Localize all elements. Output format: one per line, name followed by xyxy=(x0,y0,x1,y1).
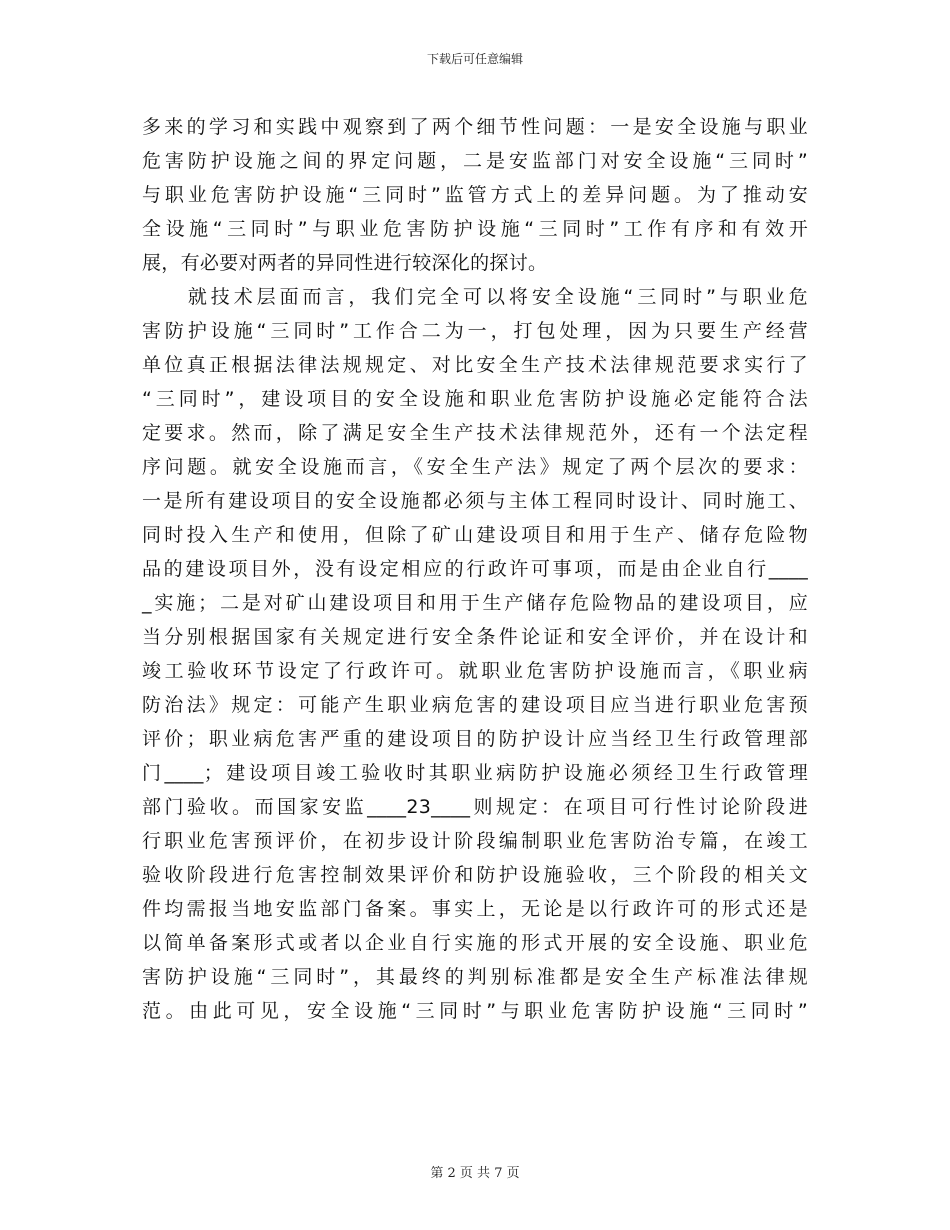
body-line: 一是所有建设项目的安全设施都必须与主体工程同时设计、同时施工、 xyxy=(142,490,808,512)
body-line: 与职业危害防护设施“三同时”监管方式上的差异问题。为了推动安 xyxy=(142,184,808,206)
body-line: 展，有必要对两者的异同性进行较深化的探讨。 xyxy=(142,252,548,274)
body-line: 门____；建设项目竣工验收时其职业病防护设施必须经卫生行政管理 xyxy=(142,762,808,784)
body-line: 害防护设施“三同时”，其最终的判别标准都是安全生产标准法律规 xyxy=(142,966,808,988)
body-line: 范。由此可见，安全设施“三同时”与职业危害防护设施“三同时” xyxy=(142,1000,808,1022)
body-line: 就技术层面而言，我们完全可以将安全设施“三同时”与职业危 xyxy=(142,286,808,308)
body-line: 当分别根据国家有关规定进行安全条件论证和安全评价，并在设计和 xyxy=(142,626,808,648)
body-line: 防治法》规定：可能产生职业病危害的建设项目应当进行职业危害预 xyxy=(142,694,808,716)
body-line: 危害防护设施之间的界定问题，二是安监部门对安全设施“三同时” xyxy=(142,150,808,172)
body-line: 评价；职业病危害严重的建设项目的防护设计应当经卫生行政管理部 xyxy=(142,728,808,750)
body-line: 全设施“三同时”与职业危害防护设施“三同时”工作有序和有效开 xyxy=(142,218,808,240)
body-line: 竣工验收环节设定了行政许可。就职业危害防护设施而言，《职业病 xyxy=(142,660,808,682)
body-line: 同时投入生产和使用，但除了矿山建设项目和用于生产、储存危险物 xyxy=(142,524,808,546)
body-line: 单位真正根据法律法规规定、对比安全生产技术法律规范要求实行了 xyxy=(142,354,808,376)
body-line: 验收阶段进行危害控制效果评价和防护设施验收，三个阶段的相关文 xyxy=(142,864,808,886)
body-line: 定要求。然而，除了满足安全生产技术法律规范外，还有一个法定程 xyxy=(142,422,808,444)
body-line: 序问题。就安全设施而言，《安全生产法》规定了两个层次的要求： xyxy=(142,456,808,478)
page-footer: 第 2 页 共 7 页 xyxy=(430,1166,520,1181)
body-line: 件均需报当地安监部门备案。事实上，无论是以行政许可的形式还是 xyxy=(142,898,808,920)
body-line: 品的建设项目外，没有设定相应的行政许可事项，而是由企业自行____ xyxy=(142,558,808,580)
body-line: 害防护设施“三同时”工作合二为一，打包处理，因为只要生产经营 xyxy=(142,320,808,342)
body-line: 行职业危害预评价，在初步设计阶段编制职业危害防治专篇，在竣工 xyxy=(142,830,808,852)
body-line: 部门验收。而国家安监____23____则规定：在项目可行性讨论阶段进 xyxy=(142,796,808,818)
document-body xyxy=(142,110,808,1028)
body-line: 以简单备案形式或者以企业自行实施的形式开展的安全设施、职业危 xyxy=(142,932,808,954)
page-header: 下载后可任意编辑 xyxy=(426,52,523,66)
body-line: 多来的学习和实践中观察到了两个细节性问题：一是安全设施与职业 xyxy=(142,116,808,138)
body-line: “三同时”，建设项目的安全设施和职业危害防护设施必定能符合法 xyxy=(142,388,808,410)
body-line: _实施；二是对矿山建设项目和用于生产储存危险物品的建设项目，应 xyxy=(142,592,808,614)
